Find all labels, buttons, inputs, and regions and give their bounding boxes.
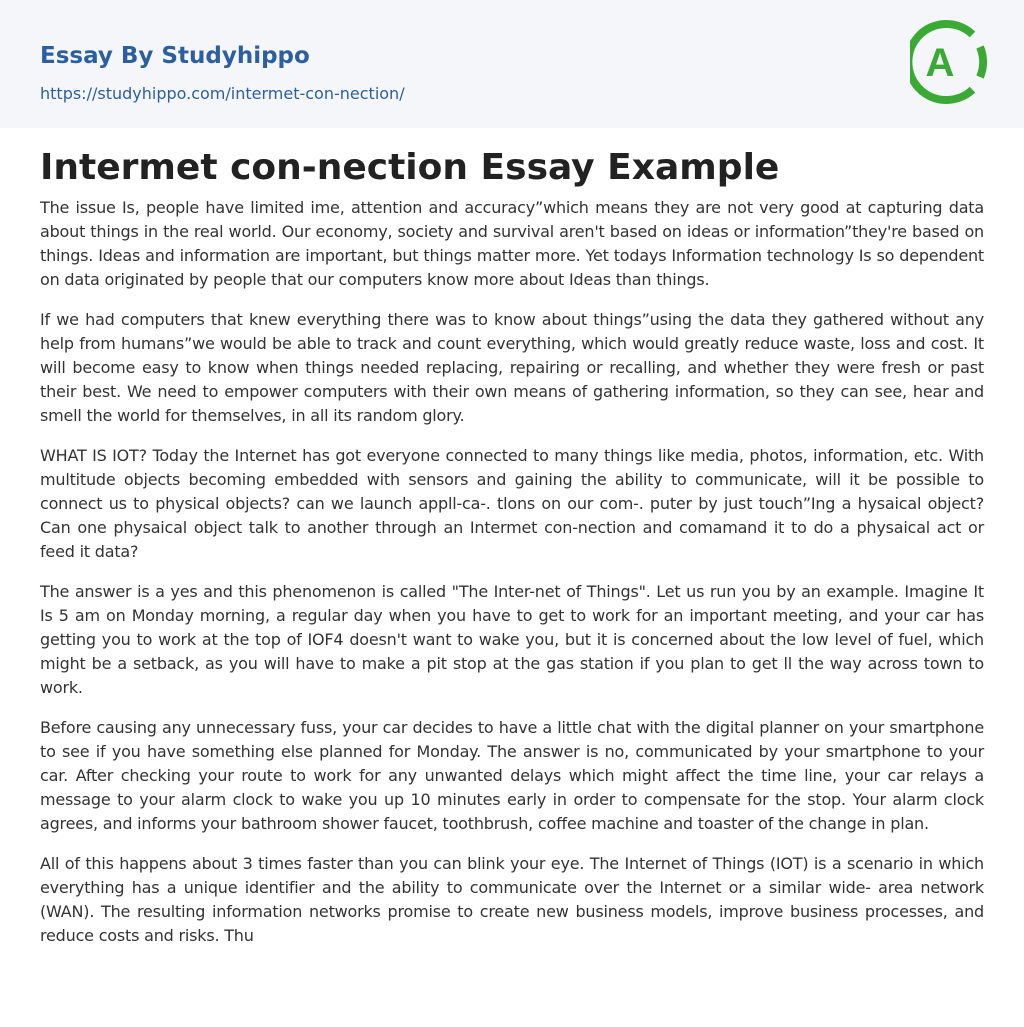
essay-paragraph: All of this happens about 3 times faster than you can blink your eye. The Internet of Things (IOT) is a scenario in which everything has a unique identifier and the ability to communicate over the Internet or a similar wide- area network (WAN). The resulting information networks promise to create new business models, improve business processes, and reduce costs and risks. Thu (40, 854, 984, 945)
essay-paragraph: WHAT IS IOT? Today the Internet has got everyone connected to many things like media, photos, information, etc. With multitude objects becoming embedded with sensors and gaining the ability to communicate, will it be possible to connect us to physical objects? can we launch appll-ca-. tlons on our com-. puter by just touch”Ing a hysaical object? Can one physaical object talk to another through an Intermet con-nection and comamand it to do a physaical act or feed it data? (40, 446, 984, 561)
logo-letter: A (925, 41, 955, 85)
essay-paragraph: If we had computers that knew everything there was to know about things”using the data they gathered without any help from humans”we would be able to track and count everything, which would greatly reduce waste, loss and cost. It will become easy to know when things needed replacing, repairing or recalling, and whether they were fresh or past their best. We need to empower computers with their own means of gathering information, so they can see, hear and smell the world for themselves, in all its random glory. (40, 310, 984, 425)
essay-title: Intermet con-nection Essay Example (40, 147, 780, 188)
essay-paragraph: Before causing any unnecessary fuss, your car decides to have a little chat with the digital planner on your smartphone to see if you have something else planned for Monday. The answer is no, communicated by your smartphone to your car. After checking your route to work for any unwanted delays which might affect the time line, your car relays a message to your alarm clock to wake you up 10 minutes early in order to compensate for the stop. Your alarm clock agrees, and informs your bathroom shower faucet, toothbrush, coffee machine and toaster of the change in plan. (40, 718, 984, 833)
essay-paragraph: The answer is a yes and this phenomenon is called "The Inter-net of Things". Let us run you by an example. Imagine It Is 5 am on Monday morning, a regular day when you have to get to work for an important meeting, and your car has getting you to work at the top of IOF4 doesn't want to wake you, but it is concerned about the low level of fuel, which might be a setback, as you will have to make a pit stop at the gas station if you plan to get ll the way across town to work. (40, 582, 984, 697)
essay-paragraph: The issue Is, people have limited ime, attention and accuracy”which means they are not very good at capturing data about things in the real world. Our economy, society and survival aren't based on ideas or information”they're based on things. Ideas and information are important, but things matter more. Yet todays Information technology Is so dependent on data originated by people that our computers know more about Ideas than things. (40, 198, 984, 289)
site-header (0, 0, 1024, 128)
site-brand[interactable]: Essay By Studyhippo (40, 43, 310, 69)
essay-content (40, 140, 984, 964)
essay-url-link[interactable]: https://studyhippo.com/intermet-con-nection/ (40, 84, 405, 103)
studyhippo-logo-icon[interactable] (910, 18, 988, 106)
